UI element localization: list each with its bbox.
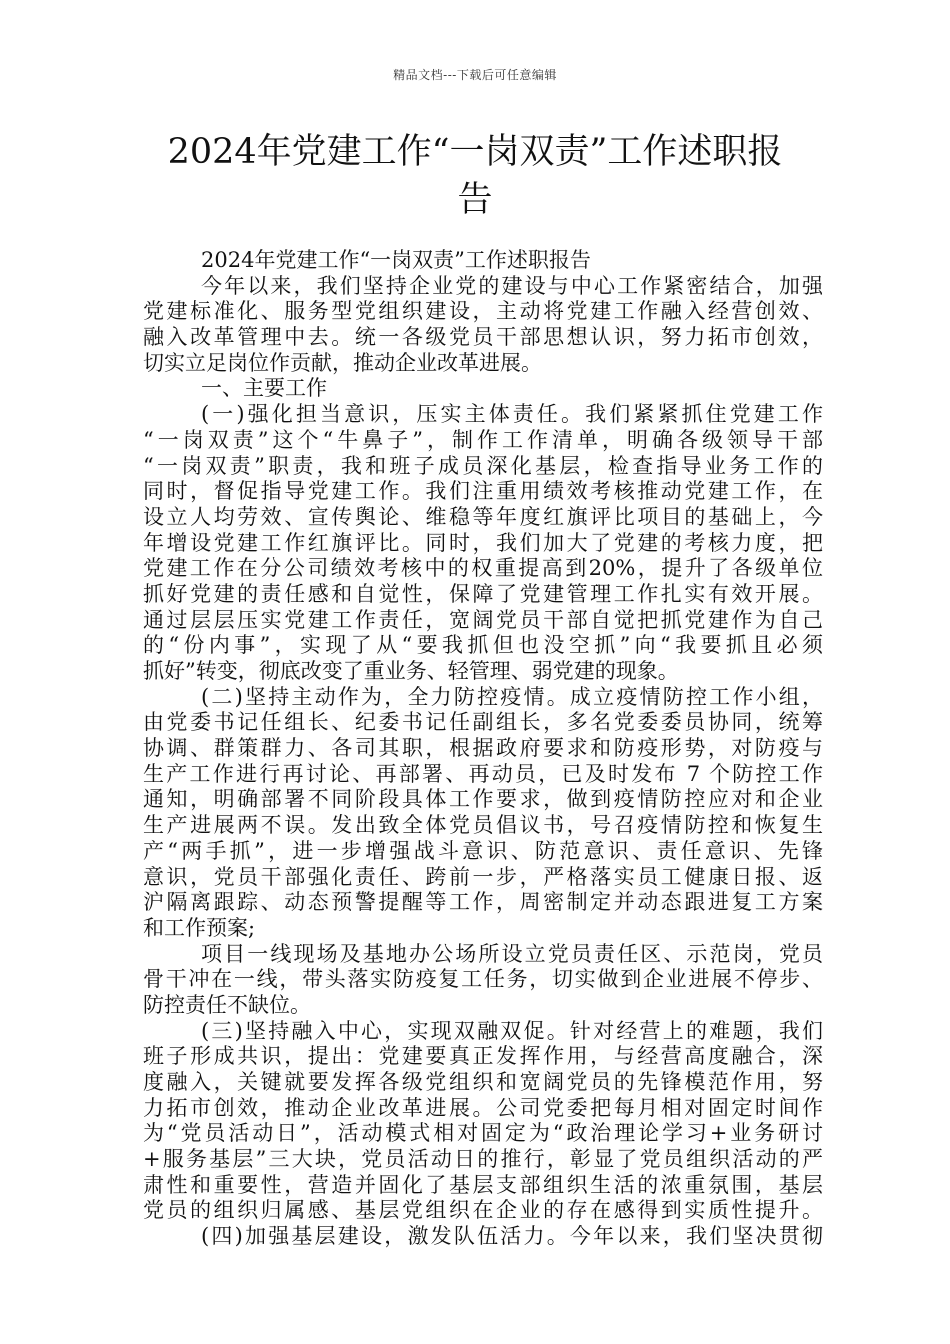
body-line: 产“两手抓”，进一步增强战斗意识、防范意识、责任意识、先锋 bbox=[143, 838, 823, 863]
body-line: 为“党员活动日”，活动模式相对固定为“政治理论学习+业务研讨 bbox=[143, 1121, 823, 1146]
body-line: 意识，党员干部强化责任、跨前一步，严格落实员工健康日报、返 bbox=[143, 864, 823, 889]
body-line: 切实立足岗位作贡献，推动企业改革进展。 bbox=[143, 350, 542, 375]
body-line: 由党委书记任组长、纪委书记任副组长，多名党委委员协同，统筹 bbox=[143, 710, 823, 735]
body-line: 防控责任不缺位。 bbox=[143, 992, 311, 1017]
body-line: 班子形成共识，提出：党建要真正发挥作用，与经营高度融合，深 bbox=[143, 1044, 823, 1069]
body-line: 度融入，关键就要发挥各级党组织和宽阔党员的先锋模范作用，努 bbox=[143, 1070, 823, 1094]
body-line: +服务基层”三大块，党员活动日的推行，彰显了党员组织活动的严 bbox=[143, 1147, 823, 1172]
body-line: 党员的组织归属感、基层党组织在企业的存在感得到实质性提升。 bbox=[143, 1198, 823, 1223]
body-line: 协调、群策群力、各司其职，根据政府要求和防疫形势，对防疫与 bbox=[143, 736, 823, 761]
body-line: 的“份内事”，实现了从“要我抓但也没空抓”向“我要抓且必须 bbox=[143, 633, 823, 658]
body-line: (一)强化担当意识，压实主体责任。我们紧紧抓住党建工作 bbox=[201, 402, 823, 427]
title-line-2: 告 bbox=[457, 180, 493, 220]
body-line: 抓好”转变，彻底改变了重业务、轻管理、弱党建的现象。 bbox=[143, 659, 679, 683]
body-line: 骨干冲在一线，带头落实防疫复工任务，切实做到企业进展不停步、 bbox=[143, 967, 823, 992]
body-line: 今年以来，我们坚持企业党的建设与中心工作紧密结合，加强 bbox=[201, 273, 823, 298]
body-line: 通知，明确部署不同阶段具体工作要求，做到疫情防控应对和企业 bbox=[143, 787, 823, 812]
body-line: (二)坚持主动作为，全力防控疫情。成立疫情防控工作小组， bbox=[201, 684, 823, 709]
body-line: 设立人均劳效、宣传舆论、维稳等年度红旗评比项目的基础上，今 bbox=[143, 504, 823, 529]
body-line: 沪隔离跟踪、动态预警提醒等工作，周密制定并动态跟进复工方案 bbox=[143, 890, 823, 915]
body-line: 2024年党建工作“一岗双责”工作述职报告 bbox=[201, 248, 591, 272]
body-line: 党建工作在分公司绩效考核中的权重提高到20%，提升了各级单位 bbox=[143, 556, 823, 581]
body-line: 力拓市创效，推动企业改革进展。公司党委把每月相对固定时间作 bbox=[143, 1095, 823, 1120]
page-header-note: 精品文档---下载后可任意编辑 bbox=[393, 68, 557, 82]
body-line: 同时，督促指导党建工作。我们注重用绩效考核推动党建工作，在 bbox=[143, 479, 823, 504]
body-line: 肃性和重要性，营造并固化了基层支部组织生活的浓重氛围，基层 bbox=[143, 1172, 823, 1197]
body-line: 通过层层压实党建工作责任，宽阔党员干部自觉把抓党建作为自己 bbox=[143, 607, 823, 632]
body-line: (四)加强基层建设，激发队伍活力。今年以来，我们坚决贯彻 bbox=[201, 1224, 823, 1249]
body-line: “一岗双责”这个“牛鼻子”，制作工作清单，明确各级领导干部 bbox=[143, 427, 823, 452]
title-line-1: 2024年党建工作“一岗双责”工作述职报 bbox=[167, 132, 783, 172]
body-line: 融入改革管理中去。统一各级党员干部思想认识，努力拓市创效， bbox=[143, 325, 823, 350]
body-line: “一岗双责”职责，我和班子成员深化基层，检查指导业务工作的 bbox=[143, 453, 823, 478]
body-line: 生产进展两不误。发出致全体党员倡议书，号召疫情防控和恢复生 bbox=[143, 813, 823, 838]
document-body bbox=[143, 248, 823, 1250]
body-line: (三)坚持融入中心，实现双融双促。针对经营上的难题，我们 bbox=[201, 1018, 823, 1043]
body-line: 和工作预案; bbox=[143, 915, 256, 940]
body-line: 项目一线现场及基地办公场所设立党员责任区、示范岗，党员 bbox=[201, 941, 823, 966]
body-line: 一、主要工作 bbox=[201, 376, 327, 401]
body-line: 生产工作进行再讨论、再部署、再动员，已及时发布 7 个防控工作 bbox=[143, 761, 823, 786]
body-line: 年增设党建工作红旗评比。同时，我们加大了党建的考核力度，把 bbox=[143, 530, 823, 555]
body-line: 抓好党建的责任感和自觉性，保障了党建管理工作扎实有效开展。 bbox=[143, 581, 823, 606]
body-line: 党建标准化、服务型党组织建设，主动将党建工作融入经营创效、 bbox=[143, 299, 823, 324]
document-title bbox=[130, 128, 820, 224]
